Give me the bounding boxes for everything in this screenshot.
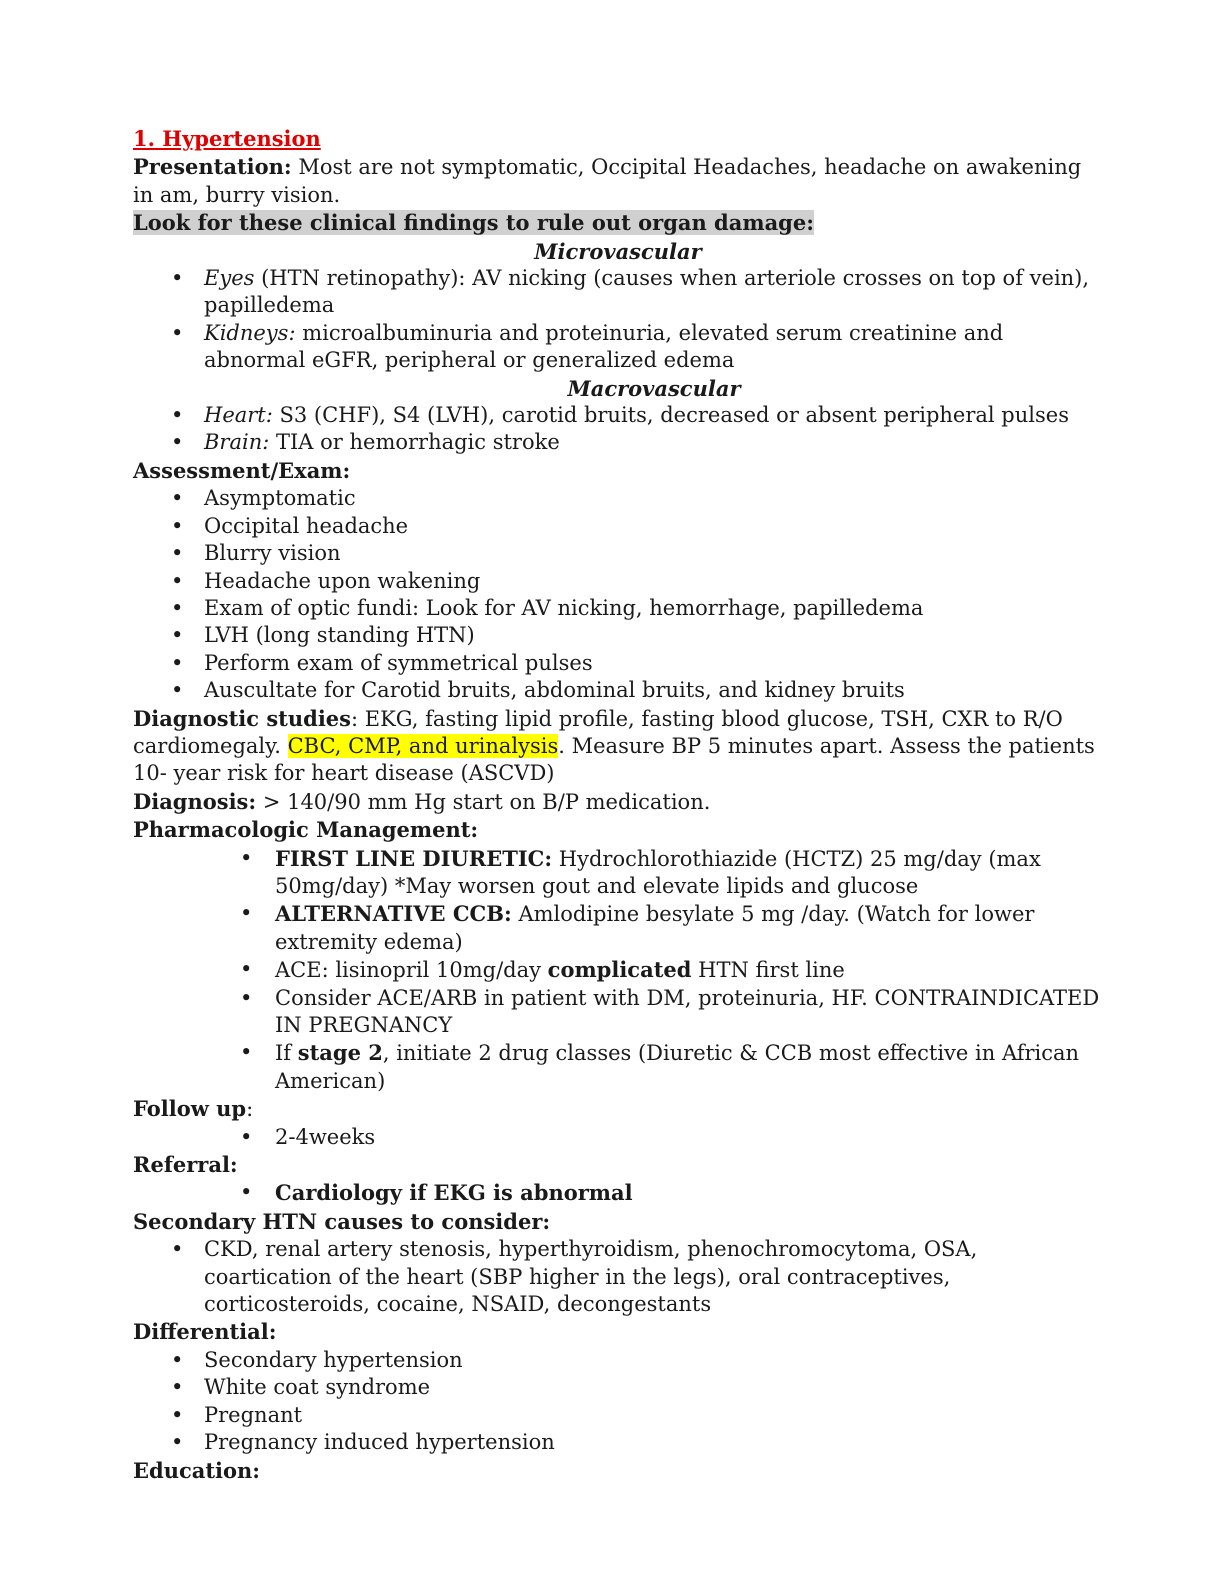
followup-list [133,1124,1103,1151]
highlighted-text: CBC, CMP, and urinalysis [287,733,559,758]
list-item: • Kidneys: microalbuminuria and proteinuria, elevated serum creatinine and abnormal eGFR, peripheral or generalized edema [171,320,1004,373]
bullet-icon: • [171,541,184,566]
bullet-icon: • [240,901,253,926]
list-item: • Pregnant [133,1402,1103,1429]
differential-label: Differential: [133,1319,277,1345]
list-item: • Brain: TIA or hemorrhagic stroke [133,429,1103,456]
assessment-list [133,485,1103,704]
bullet-icon: • [171,623,184,648]
bullet-icon: • [171,1375,184,1400]
macrovascular-list [133,402,1103,457]
assessment-label: Assessment/Exam: [133,457,351,483]
macrovascular-heading: Macrovascular [567,375,741,401]
list-item: • Perform exam of symmetrical pulses [133,650,1103,677]
bullet-icon: • [240,1124,253,1149]
bullet-icon: • [171,513,184,538]
list-item: • Auscultate for Carotid bruits, abdominal bruits, and kidney bruits [133,677,1103,704]
list-item: • Heart: S3 (CHF), S4 (LVH), carotid bruits, decreased or absent peripheral pulses [133,402,1103,429]
list-item: • Eyes (HTN retinopathy): AV nicking (causes when arteriole crosses on top of vein), papilledema [171,266,1090,318]
section-title: 1. Hypertension [133,126,321,151]
document-content [133,125,1103,1485]
list-item: • Blurry vision [133,540,1103,567]
pharm-label: Pharmacologic Management: [133,817,479,843]
bullet-icon: • [171,320,184,345]
bullet-icon: • [171,266,184,291]
list-item: • Secondary hypertension [133,1347,1103,1374]
list-item: • ACE: lisinopril 10mg/day complicated HTN first line [240,957,845,983]
bullet-icon: • [171,1347,184,1372]
presentation-label: Presentation: [133,154,292,180]
presentation-paragraph [133,153,1103,209]
list-item: • White coat syndrome [133,1374,1103,1401]
bullet-icon: • [171,568,184,593]
bullet-icon: • [171,678,184,703]
list-item: • CKD, renal artery stenosis, hyperthyroidism, phenochromocytoma, OSA, coartication of the heart (SBP higher in the legs), oral contraceptives, corticosteroids, cocaine, NSAID, decongestants [171,1237,978,1317]
list-item: • Consider ACE/ARB in patient with DM, proteinuria, HF. CONTRAINDICATED IN PREGNANCY [240,985,1100,1037]
list-item: • Cardiology if EKG is abnormal [240,1180,633,1206]
bullet-icon: • [240,1180,253,1205]
presentation-text: Most are not symptomatic, Occipital Headaches, headache on awakening in am, burry vision. [133,155,1082,207]
bullet-icon: • [240,957,253,982]
bullet-icon: • [171,1430,184,1455]
list-item: • ALTERNATIVE CCB: Amlodipine besylate 5 mg /day. (Watch for lower extremity edema) [240,901,1035,954]
bullet-icon: • [171,1402,184,1427]
referral-list [133,1179,1103,1207]
bullet-icon: • [240,985,253,1010]
list-item: • LVH (long standing HTN) [133,622,1103,649]
bullet-icon: • [240,845,253,870]
organ-damage-heading: Look for these clinical findings to rule out organ damage: [133,210,814,236]
bullet-icon: • [171,595,184,620]
list-item: • Asymptomatic [133,485,1103,512]
list-item: • Occipital headache [133,513,1103,540]
followup-label: Follow up: [133,1096,254,1122]
list-item: • Headache upon wakening [133,568,1103,595]
secondary-label: Secondary HTN causes to consider: [133,1208,551,1234]
list-item: • Exam of optic fundi: Look for AV nicking, hemorrhage, papilledema [133,595,1103,622]
list-item: • FIRST LINE DIURETIC: Hydrochlorothiazide (HCTZ) 25 mg/day (max 50mg/day) *May worsen gout and elevate lipids and glucose [240,845,1041,898]
referral-label: Referral: [133,1152,238,1178]
diagnostic-paragraph: Diagnostic studies: EKG, fasting lipid profile, fasting blood glucose, TSH, CXR to R/O cardiomegaly. CBC, CMP, and urinalysis. Measure BP 5 minutes apart. Assess the patients 10- year risk for heart disease (ASCVD) [133,705,1095,786]
bullet-icon: • [171,1237,184,1262]
pharm-list [133,845,1103,1096]
education-label: Education: [133,1457,261,1483]
microvascular-heading: Microvascular [534,238,702,264]
list-item: • 2-4weeks [133,1124,1103,1151]
secondary-list [133,1236,1103,1318]
bullet-icon: • [240,1040,253,1065]
list-item: • If stage 2, initiate 2 drug classes (Diuretic & CCB most effective in African American) [240,1040,1080,1093]
bullet-icon: • [171,486,184,511]
bullet-icon: • [171,430,184,455]
bullet-icon: • [171,403,184,428]
list-item: • Pregnancy induced hypertension [133,1429,1103,1456]
diagnosis-paragraph: Diagnosis: > 140/90 mm Hg start on B/P medication. [133,788,711,814]
bullet-icon: • [171,650,184,675]
differential-list [133,1347,1103,1457]
microvascular-list [133,265,1103,375]
